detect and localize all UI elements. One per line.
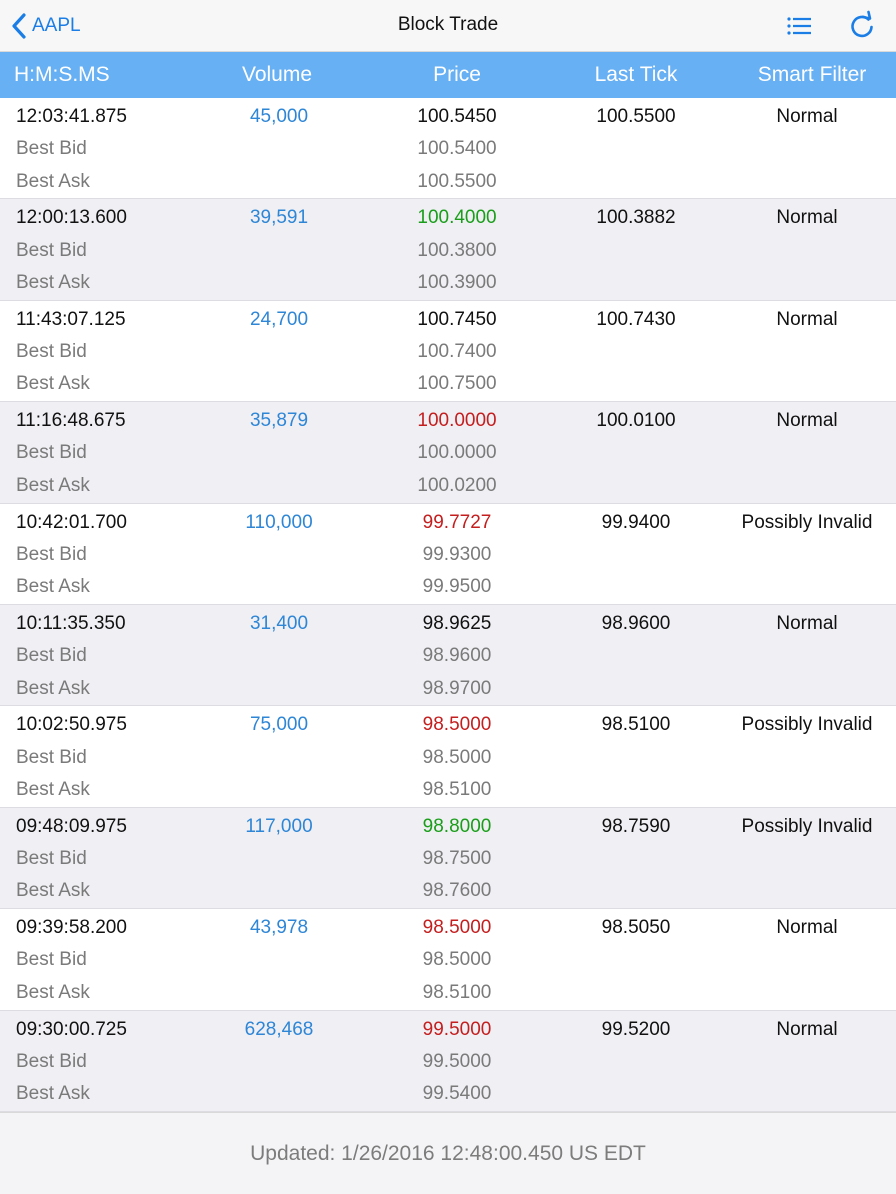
best-ask-price: 99.5400 [422, 1083, 492, 1105]
column-header [0, 52, 896, 98]
best-bid-price: 99.5000 [422, 1050, 492, 1072]
trade-volume[interactable]: 39,591 [249, 207, 309, 229]
price-cell [376, 405, 538, 502]
trade-price: 100.7450 [417, 308, 497, 330]
smart-filter-status: Normal [776, 308, 838, 330]
time-cell [16, 608, 126, 705]
smart-filter-status: Normal [776, 106, 838, 127]
best-ask-label: Best Ask [16, 474, 90, 496]
trade-volume[interactable]: 24,700 [249, 308, 309, 330]
price-cell [376, 101, 538, 198]
last-tick: 100.3882 [596, 207, 676, 229]
time-cell [16, 202, 127, 299]
price-cell [376, 709, 538, 806]
last-tick: 98.5100 [601, 714, 671, 736]
best-bid-label: Best Bid [16, 543, 87, 565]
best-bid-label: Best Bid [16, 138, 87, 160]
price-cell [376, 507, 538, 604]
best-ask-price: 99.9500 [422, 576, 492, 598]
time-cell [16, 1014, 127, 1111]
column-header-time[interactable]: H:M:S.MS [14, 63, 110, 86]
column-header-price[interactable]: Price [433, 63, 481, 86]
best-ask-price: 98.5100 [422, 981, 492, 1003]
last-tick: 100.0100 [596, 410, 676, 432]
trade-price: 98.9625 [422, 612, 492, 634]
trade-volume[interactable]: 31,400 [249, 612, 309, 634]
time-cell [16, 709, 127, 806]
trade-time: 09:48:09.975 [16, 815, 127, 837]
trade-row[interactable] [0, 706, 896, 807]
time-cell [16, 304, 126, 401]
best-bid-price: 100.5400 [417, 138, 497, 160]
page-title: Block Trade [397, 14, 499, 35]
best-ask-label: Best Ask [16, 271, 90, 293]
trade-price: 100.5450 [417, 106, 497, 127]
trade-price: 99.7727 [422, 511, 492, 533]
best-ask-price: 100.5500 [417, 170, 497, 192]
trade-volume[interactable]: 110,000 [245, 511, 313, 533]
best-ask-label: Best Ask [16, 373, 90, 395]
best-ask-price: 98.9700 [422, 677, 492, 699]
list-icon[interactable] [783, 10, 815, 42]
trade-price: 98.8000 [422, 815, 492, 837]
best-ask-label: Best Ask [16, 576, 90, 598]
trade-row[interactable] [0, 909, 896, 1010]
time-cell [16, 101, 127, 198]
column-header-last-tick[interactable]: Last Tick [594, 63, 678, 86]
trade-time: 10:02:50.975 [16, 714, 127, 736]
best-bid-price: 98.7500 [422, 848, 492, 870]
best-ask-price: 100.3900 [417, 271, 497, 293]
trade-volume[interactable]: 35,879 [249, 410, 309, 432]
trade-volume[interactable]: 628,468 [244, 1018, 314, 1040]
trade-volume[interactable]: 75,000 [249, 714, 309, 736]
trade-time: 10:11:35.350 [16, 612, 126, 634]
best-ask-price: 98.5100 [422, 778, 492, 800]
smart-filter-status: Possibly Invalid [741, 511, 873, 533]
best-bid-label: Best Bid [16, 1050, 87, 1072]
updated-timestamp: Updated: 1/26/2016 12:48:00.450 US EDT [250, 1142, 646, 1165]
smart-filter-status: Normal [776, 207, 838, 229]
time-cell [16, 507, 127, 604]
price-cell [376, 202, 538, 299]
best-bid-price: 99.9300 [422, 543, 492, 565]
trade-time: 12:03:41.875 [16, 106, 127, 127]
price-cell [376, 608, 538, 705]
best-ask-label: Best Ask [16, 880, 90, 902]
best-bid-label: Best Bid [16, 746, 87, 768]
footer [0, 1112, 896, 1194]
smart-filter-status: Normal [776, 410, 838, 432]
best-ask-price: 100.0200 [417, 474, 497, 496]
trade-row[interactable] [0, 301, 896, 402]
trade-time: 11:16:48.675 [16, 410, 126, 432]
trade-price: 100.4000 [417, 207, 497, 229]
smart-filter-status: Normal [776, 917, 838, 939]
time-cell [16, 912, 127, 1009]
price-cell [376, 912, 538, 1009]
trade-row[interactable] [0, 1011, 896, 1112]
best-bid-price: 98.5000 [422, 746, 492, 768]
price-cell [376, 1014, 538, 1111]
trade-time: 09:39:58.200 [16, 917, 127, 939]
best-bid-price: 100.3800 [417, 239, 497, 261]
trade-volume[interactable]: 117,000 [245, 815, 313, 837]
navigation-bar [0, 0, 896, 52]
trade-row[interactable] [0, 199, 896, 300]
trade-volume[interactable]: 45,000 [249, 106, 309, 127]
trade-time: 11:43:07.125 [16, 308, 126, 330]
best-bid-price: 100.7400 [417, 341, 497, 363]
last-tick: 99.5200 [601, 1018, 671, 1040]
trade-price: 99.5000 [422, 1018, 492, 1040]
best-bid-price: 100.0000 [417, 442, 497, 464]
last-tick: 99.9400 [601, 511, 671, 533]
time-cell [16, 811, 127, 908]
best-ask-label: Best Ask [16, 677, 90, 699]
trade-volume[interactable]: 43,978 [249, 917, 309, 939]
trade-list [0, 98, 896, 1112]
trade-row[interactable] [0, 98, 896, 199]
price-cell [376, 304, 538, 401]
best-bid-label: Best Bid [16, 239, 87, 261]
back-label: AAPL [32, 15, 81, 36]
best-bid-label: Best Bid [16, 848, 87, 870]
best-bid-label: Best Bid [16, 341, 87, 363]
trade-price: 98.5000 [422, 714, 492, 736]
trade-price: 98.5000 [422, 917, 492, 939]
last-tick: 98.9600 [601, 612, 671, 634]
trade-time: 10:42:01.700 [16, 511, 127, 533]
trade-time: 12:00:13.600 [16, 207, 127, 229]
best-ask-price: 100.7500 [417, 373, 497, 395]
refresh-icon[interactable] [846, 10, 878, 42]
best-ask-label: Best Ask [16, 170, 90, 192]
trade-row[interactable] [0, 808, 896, 909]
smart-filter-status: Normal [776, 1018, 838, 1040]
trade-row[interactable] [0, 402, 896, 503]
best-ask-label: Best Ask [16, 778, 90, 800]
smart-filter-status: Possibly Invalid [741, 815, 873, 837]
last-tick: 100.7430 [596, 308, 676, 330]
best-bid-price: 98.9600 [422, 645, 492, 667]
trade-time: 09:30:00.725 [16, 1018, 127, 1040]
best-bid-label: Best Bid [16, 949, 87, 971]
best-bid-label: Best Bid [16, 645, 87, 667]
best-ask-label: Best Ask [16, 981, 90, 1003]
smart-filter-status: Possibly Invalid [741, 714, 873, 736]
time-cell [16, 405, 126, 502]
column-header-volume[interactable]: Volume [241, 63, 313, 86]
best-bid-price: 98.5000 [422, 949, 492, 971]
best-ask-price: 98.7600 [422, 880, 492, 902]
smart-filter-status: Normal [776, 612, 838, 634]
price-cell [376, 811, 538, 908]
trade-price: 100.0000 [417, 410, 497, 432]
best-ask-label: Best Ask [16, 1083, 90, 1105]
column-header-smart-filter[interactable]: Smart Filter [757, 63, 867, 86]
last-tick: 100.5500 [596, 106, 676, 127]
last-tick: 98.7590 [601, 815, 671, 837]
last-tick: 98.5050 [601, 917, 671, 939]
trade-row[interactable] [0, 605, 896, 706]
trade-row[interactable] [0, 504, 896, 605]
best-bid-label: Best Bid [16, 442, 87, 464]
